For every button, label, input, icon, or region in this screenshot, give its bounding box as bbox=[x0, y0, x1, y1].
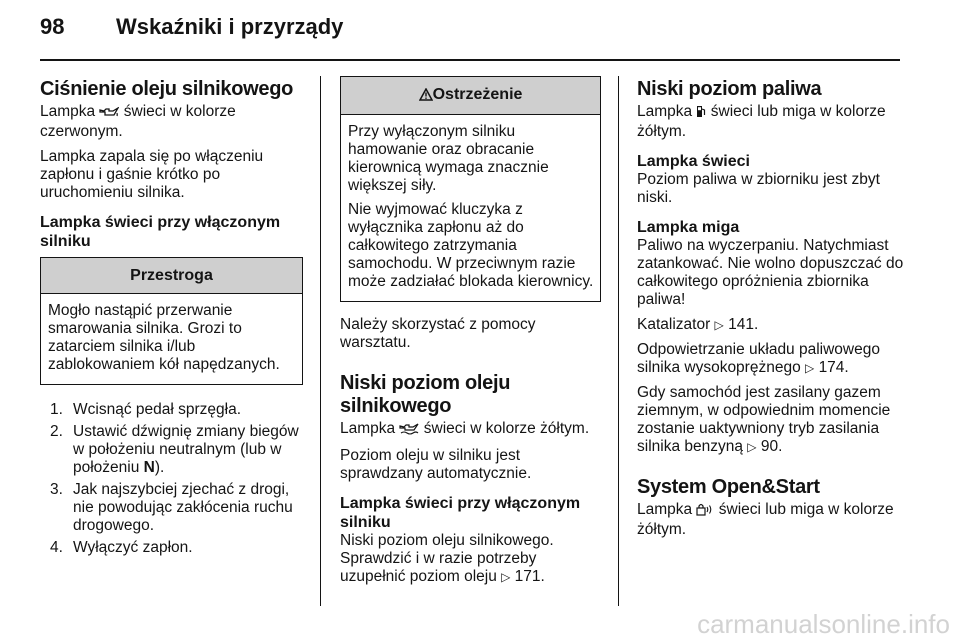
steps-list bbox=[40, 401, 305, 557]
low-oil-info: Poziom oleju w silniku jest sprawdzany automatycznie. bbox=[340, 447, 532, 482]
column-divider-2 bbox=[618, 76, 619, 606]
section-heading-low-fuel: Niski poziom paliwa bbox=[637, 78, 822, 100]
warning-text-1: Przy wyłączonym silniku hamowanie oraz obracanie kierownicą wymaga znacznie większej siły. bbox=[348, 123, 549, 194]
page-number: 98 bbox=[40, 14, 65, 39]
gas-ref: Gdy samochód jest zasilany gazem ziemnym, w odpowiednim momencie zostanie uaktywniony tryb zasilania silnika benzyną ▷ 90. bbox=[637, 384, 891, 455]
caution-text: Mogło nastąpić przerwanie smarowania silnika. Grozi to zatarciem silnika i/lub zablokowaniem kół napędzanych. bbox=[48, 302, 280, 373]
subheading-lamp-flash: Lampka miga bbox=[637, 219, 740, 236]
cross-reference-icon: ▷ bbox=[747, 440, 757, 454]
section-heading-open-start: System Open&Start bbox=[637, 476, 820, 498]
oil-level-icon bbox=[399, 422, 419, 440]
cross-reference-icon: ▷ bbox=[714, 318, 724, 332]
section-heading-oil-pressure: Ciśnienie oleju silnikowego bbox=[40, 78, 294, 100]
subheading-lamp-on-engine-2: Lampka świeci przy włączonym silniku bbox=[340, 495, 581, 531]
low-oil-action: Niski poziom oleju silnikowego. Sprawdzić i w razie potrzeby uzupełnić poziom oleju ▷ 171. bbox=[340, 532, 554, 585]
fuel-pump-icon bbox=[696, 105, 706, 123]
bleed-ref: Odpowietrzanie układu paliwowego silnika wysokoprężnego ▷ 174. bbox=[637, 341, 880, 376]
lamp-on-text: Poziom paliwa w zbiorniku jest zbyt niski. bbox=[637, 171, 880, 206]
catalyst-ref: Katalizator ▷ 141. bbox=[637, 316, 759, 333]
warning-title: Ostrzeżenie bbox=[432, 86, 523, 103]
header-rule bbox=[40, 59, 900, 61]
warning-box bbox=[340, 76, 601, 302]
oil-pressure-info: Lampka zapala się po włączeniu zapłonu i gaśnie krótko po uruchomieniu silnika. bbox=[40, 148, 264, 201]
warning-triangle-icon bbox=[419, 88, 433, 106]
section-heading-low-oil: Niski poziom oleju silnikowego bbox=[340, 372, 511, 417]
warning-text-2: Nie wyjmować kluczyka z wyłącznika zapłonu aż do całkowitego zatrzymania samochodu. W przeciwnym razie może zadziałać blokada kierownicy. bbox=[348, 201, 594, 290]
list-item: 2. Ustawić dźwignię zmiany biegów w położeniu neutralnym (lub w położeniu N). bbox=[50, 423, 299, 476]
subheading-lamp-on-engine: Lampka świeci przy włączonym silniku bbox=[40, 214, 281, 250]
cross-reference-icon: ▷ bbox=[501, 570, 511, 584]
list-item: 4. Wyłączyć zapłon. bbox=[50, 539, 193, 556]
cross-reference-icon: ▷ bbox=[805, 361, 815, 375]
caution-box bbox=[40, 257, 303, 385]
subheading-lamp-on: Lampka świeci bbox=[637, 153, 750, 170]
list-item: 1. Wcisnąć pedał sprzęgła. bbox=[50, 401, 241, 418]
watermark: carmanualsonline.info bbox=[697, 609, 950, 639]
list-item: 3. Jak najszybciej zjechać z drogi, nie powodując zakłócenia ruchu drogowego. bbox=[50, 481, 293, 534]
column-low-fuel bbox=[637, 78, 905, 546]
caution-title: Przestroga bbox=[41, 258, 302, 294]
page-title: Wskaźniki i przyrządy bbox=[116, 14, 344, 39]
warning-title-row bbox=[341, 77, 600, 115]
low-oil-lamp-text: Lampka świeci w kolorze żółtym. bbox=[340, 420, 602, 440]
column-oil-pressure bbox=[40, 78, 305, 561]
column-divider-1 bbox=[320, 76, 321, 606]
keyless-lock-icon bbox=[696, 503, 714, 521]
column-low-oil bbox=[340, 78, 602, 593]
lamp-flash-text: Paliwo na wyczerpaniu. Natychmiast zatankować. Nie wolno dopuszczać do całkowitego opróżnienia zbiornika paliwa! bbox=[637, 237, 904, 308]
oil-pressure-lamp-text: Lampka świeci w kolorze czerwonym. bbox=[40, 103, 236, 140]
workshop-text: Należy skorzystać z pomocy warsztatu. bbox=[340, 316, 536, 351]
oil-can-icon bbox=[99, 105, 119, 123]
low-fuel-lamp-text: Lampka świeci lub miga w kolorze żółtym. bbox=[637, 103, 886, 140]
open-start-lamp-text: Lampka świeci lub miga w kolorze żółtym. bbox=[637, 501, 894, 538]
